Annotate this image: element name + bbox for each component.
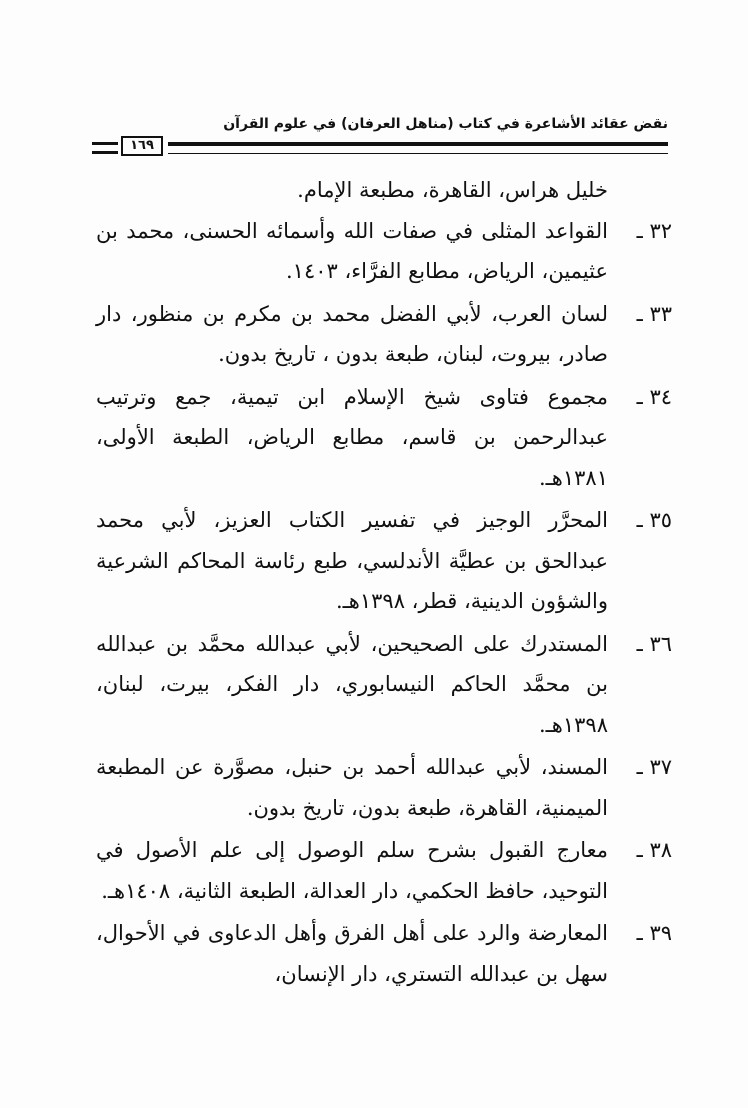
entry-text: المعارضة والرد على أهل الفرق وأهل الدعاوى في الأحوال، سهل بن عبدالله التستري، دار الإنسان، [96, 921, 608, 986]
bibliography-entry [96, 500, 672, 622]
entry-number: ٣٦ ـ [636, 631, 672, 656]
entry-text: لسان العرب، لأبي الفضل محمد بن مكرم بن منظور، دار صادر، بيروت، لبنان، طبعة بدون ، تاريخ بدون. [96, 301, 608, 366]
bibliography-entry [96, 624, 672, 746]
entry-number: ٣٨ ـ [636, 838, 672, 862]
bibliography-entry [96, 377, 672, 499]
entry-text: القواعد المثلى في صفات الله وأسمائه الحسنى، محمد بن عثيمين، الرياض، مطابع الفرَّاء، ١٤٠٣. [96, 218, 608, 283]
entry-text: معارج القبول بشرح سلم الوصول إلى علم الأصول في التوحيد، حافظ الحكمي، دار العدالة، الطبعة الثانية، ١٤٠٨هـ. [96, 838, 608, 903]
bibliography-entry [96, 913, 672, 994]
entry-text: المسند، لأبي عبدالله أحمد بن حنبل، مصوَّرة عن المطبعة الميمنية، القاهرة، طبعة بدون، تاريخ بدون. [96, 755, 608, 820]
bibliography-entry [96, 211, 672, 292]
header-rule-left [92, 142, 118, 154]
entry-text: المحرَّر الوجيز في تفسير الكتاب العزيز، لأبي محمد عبدالحق بن عطيَّة الأندلسي، طبع رئاسة المحاكم الشرعية والشؤون الدينية، قطر، ١٣٩٨هـ. [96, 508, 608, 613]
entry-number: ٣٢ ـ [636, 218, 672, 243]
entry-number: ٣٥ ـ [636, 508, 672, 532]
header-rule-right [168, 142, 668, 154]
page-number: ١٦٩ [121, 136, 163, 156]
entry-number: ٣٩ ـ [636, 921, 672, 945]
entry-text: المستدرك على الصحيحين، لأبي عبدالله محمَّد بن عبدالله بن محمَّد الحاكم النيسابوري، دار الفكر، بيرت، لبنان، ١٣٩٨هـ. [96, 631, 608, 737]
entry-text: مجموع فتاوى شيخ الإسلام ابن تيمية، جمع وترتيب عبدالرحمن بن قاسم، مطابع الرياض، الطبعة الأولى، ١٣٨١هـ. [96, 384, 608, 490]
continuation-line: خليل هراس، القاهرة، مطبعة الإمام. [297, 178, 608, 202]
bibliography-entry [96, 294, 672, 375]
bibliography-entry [96, 747, 672, 828]
entry-number: ٣٤ ـ [636, 384, 672, 409]
entry-number: ٣٧ ـ [636, 755, 672, 779]
bibliography-list [96, 170, 672, 994]
bibliography-entry [96, 830, 672, 911]
page-header [92, 112, 668, 158]
entry-number: ٣٣ ـ [636, 301, 672, 326]
running-title: نقض عقائد الأشاعرة في كتاب (مناهل العرفان) في علوم القرآن [223, 116, 668, 132]
